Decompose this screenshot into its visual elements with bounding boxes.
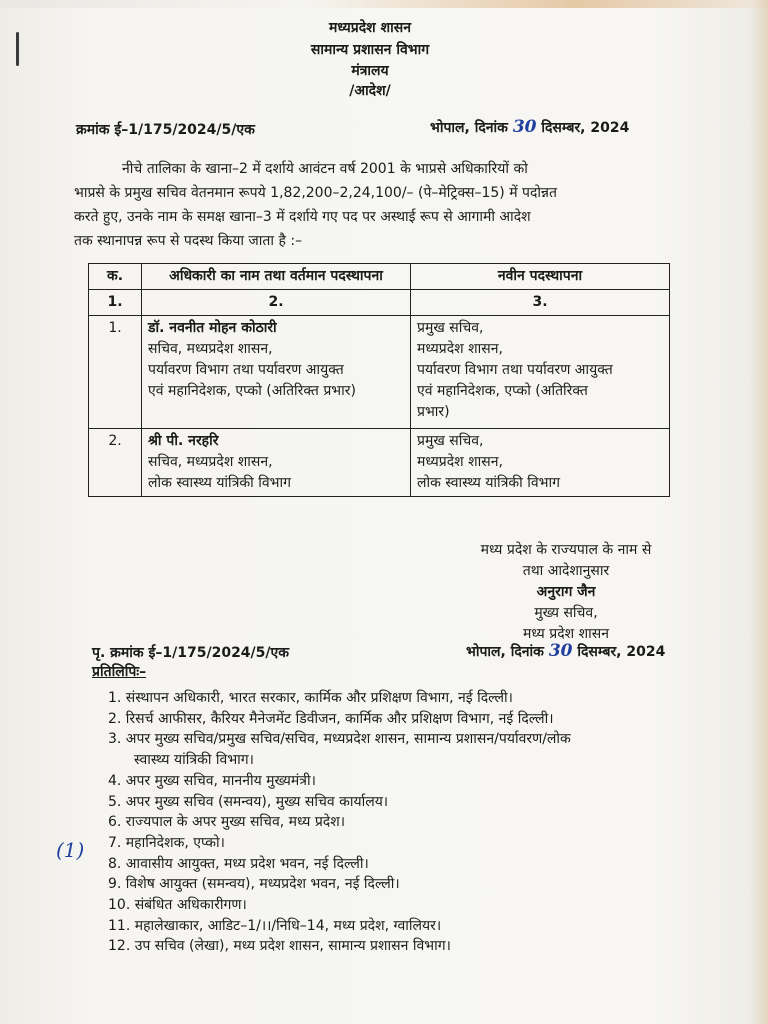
row-officer-cell xyxy=(142,429,411,497)
list-item: 9. विशेष आयुक्त (समन्वय), मध्यप्रदेश भवन, नई दिल्ली। xyxy=(108,876,400,893)
endorsement-date-suffix: दिसम्बर, 2024 xyxy=(577,644,666,660)
new-posting-line: मध्यप्रदेश शासन, xyxy=(417,341,503,357)
endorsement-handwritten-day: 30 xyxy=(548,641,573,661)
list-item: 5. अपर मुख्य सचिव (समन्वय), मुख्य सचिव कार्यालय। xyxy=(108,793,389,810)
signatory-designation: मुख्य सचिव, xyxy=(534,605,598,621)
signatory-office: मध्य प्रदेश शासन xyxy=(523,626,609,642)
margin-pencil-mark xyxy=(16,32,19,66)
row-new-posting-cell xyxy=(411,429,670,497)
current-posting-line: लोक स्वास्थ्य यांत्रिकी विभाग xyxy=(148,475,292,491)
header-new-posting: नवीन पदस्थापना xyxy=(411,264,670,290)
list-item: 3. अपर मुख्य सचिव/प्रमुख सचिव/सचिव, मध्यप्रदेश शासन, सामान्य प्रशासन/पर्यावरण/लोक xyxy=(108,731,571,748)
row-serial: 1. xyxy=(89,316,142,429)
current-posting-line: एवं महानिदेशक, एप्को (अतिरिक्त प्रभार) xyxy=(148,383,356,399)
header-order: /आदेश/ xyxy=(349,83,391,99)
table-row xyxy=(89,316,670,429)
list-item: 8. आवासीय आयुक्त, मध्य प्रदेश भवन, नई दिल्ली। xyxy=(108,855,369,872)
header-officer: अधिकारी का नाम तथा वर्तमान पदस्थापना xyxy=(142,264,411,290)
list-item: स्वास्थ्य यांत्रिकी विभाग। xyxy=(134,752,254,769)
list-item: 2. रिसर्च आफीसर, कैरियर मैनेजमेंट डिवीजन, कार्मिक और प्रशिक्षण विभाग, नई दिल्ली। xyxy=(108,710,554,727)
order-number: क्रमांक ई–1/175/2024/5/एक xyxy=(76,122,255,138)
new-posting-line: प्रभार) xyxy=(417,404,450,420)
new-posting-line: लोक स्वास्थ्य यांत्रिकी विभाग xyxy=(417,475,561,491)
order-place-date xyxy=(430,117,629,137)
list-item: 7. महानिदेशक, एप्को। xyxy=(108,834,225,851)
order-handwritten-day: 30 xyxy=(512,117,537,137)
scan-top-edge xyxy=(0,0,768,8)
new-posting-line: प्रमुख सचिव, xyxy=(417,433,484,449)
body-line: भाप्रसे के प्रमुख सचिव वेतनमान रूपये 1,82,200–2,24,100/– (पे–मेट्रिक्स–15) में पदोन्नत xyxy=(74,185,558,201)
order-date-prefix: भोपाल, दिनांक xyxy=(430,120,508,136)
officer-name: डॉ. नवनीत मोहन कोठारी xyxy=(148,320,277,336)
new-posting-line: पर्यावरण विभाग तथा पर्यावरण आयुक्त xyxy=(417,362,613,378)
endorsement-place-date xyxy=(466,641,665,661)
list-item: 12. उप सचिव (लेखा), मध्य प्रदेश शासन, सामान्य प्रशासन विभाग। xyxy=(108,938,451,955)
copy-list xyxy=(108,688,571,957)
row-officer-cell xyxy=(142,316,411,429)
column-number: 3. xyxy=(411,290,670,316)
endorsement-number: पृ. क्रमांक ई–1/175/2024/5/एक xyxy=(92,645,290,661)
signature-authority-line: मध्य प्रदेश के राज्यपाल के नाम से xyxy=(480,542,652,558)
header-department: सामान्य प्रशासन विभाग xyxy=(310,42,430,58)
current-posting-line: पर्यावरण विभाग तथा पर्यावरण आयुक्त xyxy=(148,362,344,378)
current-posting-line: सचिव, मध्यप्रदेश शासन, xyxy=(148,341,273,357)
table-row xyxy=(89,429,670,497)
column-number: 2. xyxy=(142,290,411,316)
signatory-name: अनुराग जैन xyxy=(536,584,596,600)
handwritten-initial: (1) xyxy=(56,838,85,862)
header-serial: क. xyxy=(89,264,142,290)
table-number-row xyxy=(89,290,670,316)
table-header-row xyxy=(89,264,670,290)
new-posting-line: मध्यप्रदेश शासन, xyxy=(417,454,503,470)
order-date-suffix: दिसम्बर, 2024 xyxy=(541,120,630,136)
list-item: 10. संबंधित अधिकारीगण। xyxy=(108,897,247,914)
current-posting-line: सचिव, मध्यप्रदेश शासन, xyxy=(148,454,273,470)
body-line: करते हुए, उनके नाम के समक्ष खाना–3 में दर्शाये गए पद पर अस्थाई रूप से आगामी आदेश xyxy=(74,209,531,225)
scan-right-edge xyxy=(750,0,768,1024)
body-line: नीचे तालिका के खाना–2 में दर्शाये आवंटन वर्ष 2001 के भाप्रसे अधिकारियों को xyxy=(122,161,528,177)
column-number: 1. xyxy=(89,290,142,316)
body-line: तक स्थानापन्न रूप से पदस्थ किया जाता है :– xyxy=(74,233,303,249)
copy-to-title: प्रतिलिपिः– xyxy=(92,664,147,680)
list-item: 1. संस्थापन अधिकारी, भारत सरकार, कार्मिक और प्रशिक्षण विभाग, नई दिल्ली। xyxy=(108,690,513,706)
header-secretariat: मंत्रालय xyxy=(351,63,389,79)
list-item: 4. अपर मुख्य सचिव, माननीय मुख्यमंत्री। xyxy=(108,772,316,789)
header-state-government: मध्यप्रदेश शासन xyxy=(329,20,411,36)
row-new-posting-cell xyxy=(411,316,670,429)
endorsement-date-prefix: भोपाल, दिनांक xyxy=(466,644,544,660)
list-item: 11. महालेखाकार, आडिट–1/।।/निधि–14, मध्य प्रदेश, ग्वालियर। xyxy=(108,917,442,934)
new-posting-line: प्रमुख सचिव, xyxy=(417,320,484,336)
row-serial: 2. xyxy=(89,429,142,497)
list-item: 6. राज्यपाल के अपर मुख्य सचिव, मध्य प्रदेश। xyxy=(108,814,346,831)
officer-name: श्री पी. नरहरि xyxy=(148,433,219,449)
posting-table xyxy=(88,263,670,497)
signature-order-line: तथा आदेशानुसार xyxy=(522,563,610,579)
order-body-paragraph xyxy=(74,157,674,253)
new-posting-line: एवं महानिदेशक, एप्को (अतिरिक्त xyxy=(417,383,588,399)
